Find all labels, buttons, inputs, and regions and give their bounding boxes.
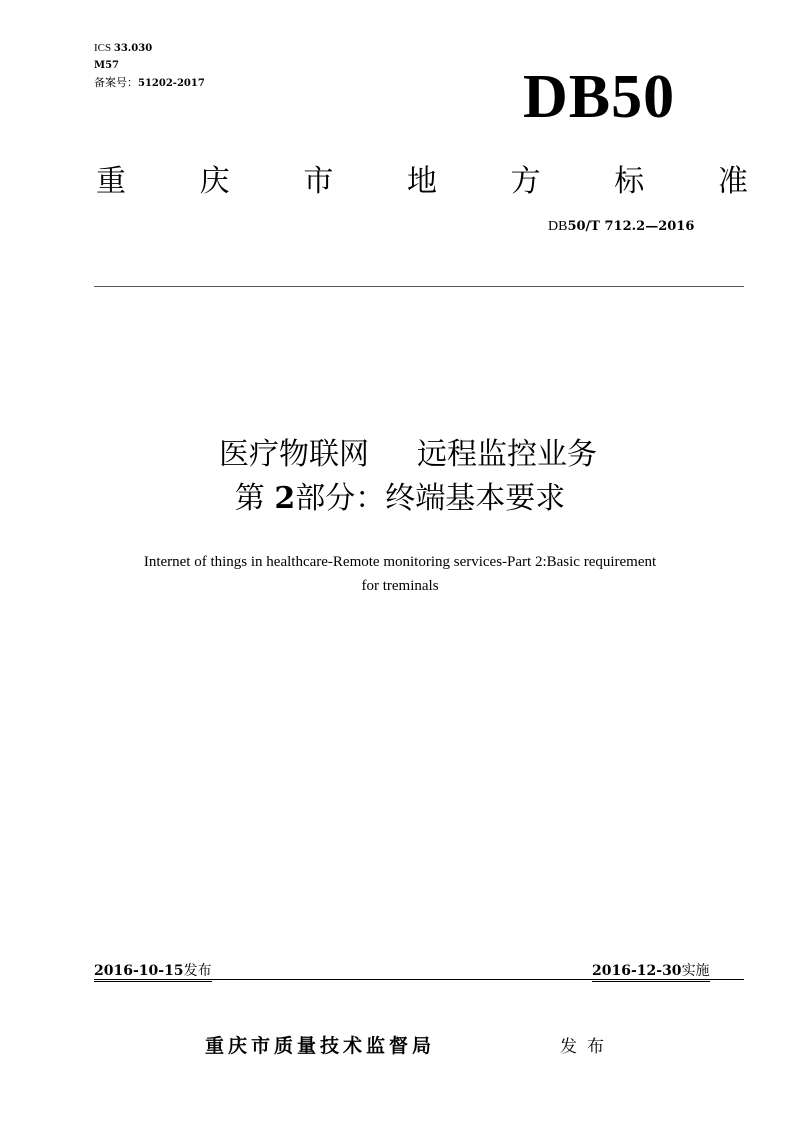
local-standard-heading xyxy=(96,156,748,200)
title-cn-line1 xyxy=(0,433,800,477)
ics-line xyxy=(94,40,152,57)
local-standard-char: 市 xyxy=(303,164,334,199)
doc-number-main: 50/T 712.2—2016 xyxy=(567,219,695,234)
title-cn-line2 xyxy=(0,477,800,521)
document-number xyxy=(548,219,694,235)
ics-label: ICS xyxy=(94,42,112,54)
filing-label: 备案号： xyxy=(94,76,138,89)
header-divider xyxy=(94,286,744,287)
dates-divider xyxy=(94,979,744,980)
filing-line xyxy=(94,74,205,92)
title-part-no: 第 xyxy=(234,481,265,516)
title-en-line1: Internet of things in healthcare-Remote monitoring services-Part 2:Basic requirement xyxy=(143,554,657,570)
title-en-line2: for treminals xyxy=(361,578,439,594)
local-standard-char: 标 xyxy=(614,164,645,199)
implement-date: 2016-12-30 xyxy=(592,963,682,979)
title-part-name: 部分：终端基本要求 xyxy=(295,481,566,516)
title-part-b: 远程监控业务 xyxy=(417,437,597,472)
title-part-number: 2 xyxy=(274,481,296,516)
local-standard-char: 准 xyxy=(717,164,748,199)
filing-value: 51202-2017 xyxy=(138,78,205,89)
doc-number-prefix: DB xyxy=(548,219,568,234)
local-standard-char: 地 xyxy=(406,164,437,199)
publish-label: 发布 xyxy=(183,963,212,979)
local-standard-char: 重 xyxy=(96,164,126,199)
issue-word: 发布 xyxy=(560,1037,614,1057)
local-standard-char: 方 xyxy=(510,164,541,199)
classification-line xyxy=(94,57,119,74)
standard-code: DB50 xyxy=(523,63,676,131)
issuing-authority: 重庆市质量技术监督局 xyxy=(205,1035,436,1057)
classification-code: M57 xyxy=(94,60,119,71)
publish-date: 2016-10-15 xyxy=(94,963,184,979)
implement-label: 实施 xyxy=(681,963,710,979)
title-part-a: 医疗物联网 xyxy=(219,437,369,472)
ics-value: 33.030 xyxy=(113,43,153,54)
local-standard-char: 庆 xyxy=(199,164,230,199)
